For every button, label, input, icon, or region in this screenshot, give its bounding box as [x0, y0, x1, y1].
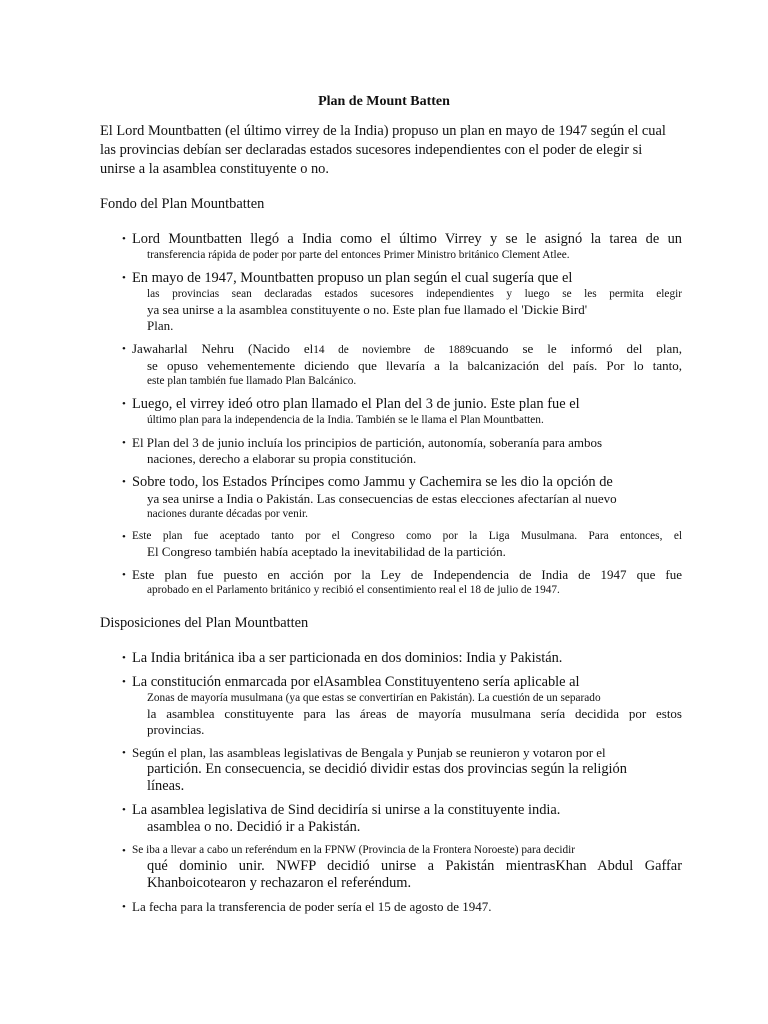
list-item — [122, 435, 682, 467]
list-item-line: qué dominio unir. NWFP decidió unirse a Pakistán mientrasKhan Abdul Gaffar — [147, 858, 682, 874]
section-heading-provisions: Disposiciones del Plan Mountbatten — [100, 615, 309, 631]
list-item-line: ya sea unirse a la asamblea constituyente o no. Este plan fue llamado el 'Dickie Bird' — [147, 302, 588, 317]
list-item — [122, 567, 682, 598]
list-item-line: Khanboicotearon y rechazaron el referéndum. — [147, 875, 412, 891]
list-item-line: se opuso vehementemente diciendo que llevaría a la balcanización del país. Por lo tanto, — [147, 358, 682, 373]
intro-line: El Lord Mountbatten (el último virrey de la India) propuso un plan en mayo de 1947 según el cual — [100, 123, 666, 139]
list-item-line: este plan también fue llamado Plan Balcánico. — [147, 375, 357, 387]
background-bullet-list — [122, 231, 682, 605]
list-item — [122, 474, 682, 522]
list-item-line: último plan para la independencia de la India. También se le llama el Plan Mountbatten. — [147, 414, 544, 426]
list-item-line: • La constitución enmarcada por elAsamblea Constituyenteno sería aplicable al — [132, 674, 580, 690]
birth-date-text: 14 de noviembre de 1889 — [313, 344, 471, 356]
list-item — [122, 231, 682, 263]
list-item-line: • Este plan fue aceptado tanto por el Congreso como por la Liga Musulmana. Para entonces, el — [132, 530, 682, 542]
list-item-line: El Congreso también había aceptado la inevitabilidad de la partición. — [147, 544, 506, 559]
list-item — [122, 899, 682, 915]
list-item-line: • Este plan fue puesto en acción por la Ley de Independencia de India de 1947 que fue — [132, 567, 682, 582]
provisions-bullet-list — [122, 650, 682, 922]
list-item-line: partición. En consecuencia, se decidió dividir estas dos provincias según la religión — [147, 761, 627, 777]
document-title: Plan de Mount Batten — [318, 94, 450, 109]
list-item-line: • En mayo de 1947, Mountbatten propuso un plan según el cual sugería que el — [132, 270, 573, 286]
list-item-line: • Lord Mountbatten llegó a India como el último Virrey y se le asignó la tarea de un — [132, 231, 682, 247]
list-item-line: • El Plan del 3 de junio incluía los principios de partición, autonomía, soberanía para ambos — [132, 435, 603, 450]
list-item-line — [132, 341, 682, 358]
intro-line: las provincias debían ser declaradas estados sucesores independientes con el poder de elegir si — [100, 142, 643, 158]
intro-paragraph — [100, 122, 670, 179]
list-item-line: provincias. — [147, 722, 205, 737]
list-item-line: • Se iba a llevar a cabo un referéndum en la FPNW (Provincia de la Frontera Noroeste) para decidir — [132, 844, 576, 856]
text-segment: cuando se le informó del plan, — [470, 341, 682, 356]
list-item — [122, 341, 682, 389]
list-item-line: • La India británica iba a ser particionada en dos dominios: India y Pakistán. — [132, 650, 563, 666]
list-item-line: las provincias sean declaradas estados sucesores independientes y luego se les permita elegir — [147, 288, 682, 300]
list-item-line: • Según el plan, las asambleas legislativas de Bengala y Punjab se reunieron y votaron por el — [132, 745, 606, 760]
list-item — [122, 529, 682, 560]
list-item-line: Plan. — [147, 318, 174, 333]
section-heading-background: Fondo del Plan Mountbatten — [100, 196, 265, 212]
list-item-line: • La asamblea legislativa de Sind decidiría si unirse a la constituyente india. — [132, 802, 561, 818]
list-item-line: naciones durante décadas por venir. — [147, 508, 308, 520]
list-item — [122, 802, 682, 836]
list-item-line: Zonas de mayoría musulmana (ya que estas se convertirían en Pakistán). La cuestión de un separado — [147, 692, 601, 704]
list-item-line: • La fecha para la transferencia de poder sería el 15 de agosto de 1947. — [132, 899, 492, 914]
list-item-line: • Sobre todo, los Estados Príncipes como Jammu y Cachemira se les dio la opción de — [132, 474, 613, 490]
list-item — [122, 745, 682, 795]
list-item — [122, 843, 682, 892]
list-item-line: asamblea o no. Decidió ir a Pakistán. — [147, 819, 361, 835]
list-item — [122, 396, 682, 428]
list-item-line: transferencia rápida de poder por parte del entonces Primer Ministro británico Clement Atlee. — [147, 249, 570, 261]
list-item-line: • Luego, el virrey ideó otro plan llamado el Plan del 3 de junio. Este plan fue el — [132, 396, 580, 412]
list-item-line: aprobado en el Parlamento británico y recibió el consentimiento real el 18 de julio de 1947. — [147, 584, 560, 596]
list-item — [122, 674, 682, 738]
list-item-line: la asamblea constituyente para las áreas de mayoría musulmana sería decidida por estos — [147, 706, 682, 721]
list-item-line: líneas. — [147, 778, 185, 794]
text-segment: Jawaharlal Nehru (Nacido el — [132, 341, 314, 356]
list-item — [122, 270, 682, 334]
list-item-line: naciones, derecho a elaborar su propia constitución. — [147, 451, 417, 466]
list-item-line: ya sea unirse a India o Pakistán. Las consecuencias de estas elecciones afectarían al nuevo — [147, 491, 617, 506]
intro-line: unirse a la asamblea constituyente o no. — [100, 161, 329, 177]
list-item — [122, 650, 682, 667]
